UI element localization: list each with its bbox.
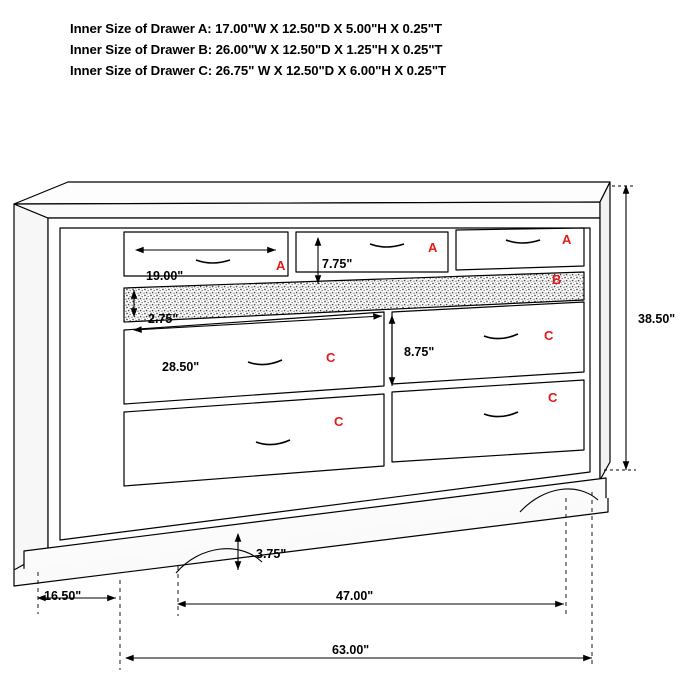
spec-line-drawer-b: Inner Size of Drawer B: 26.00"W X 12.50"D X 1.25"H X 0.25"T	[70, 42, 443, 57]
tag-c-3: C	[548, 390, 558, 405]
spec-line-drawer-a: Inner Size of Drawer A: 17.00"W X 12.50"D X 5.00"H X 0.25"T	[70, 21, 442, 36]
tag-c-1: C	[544, 328, 554, 343]
spec-line-drawer-c: Inner Size of Drawer C: 26.75" W X 12.50"D X 6.00"H X 0.25"T	[70, 63, 446, 78]
tag-c-4: C	[334, 414, 344, 429]
drawer-a-center	[296, 232, 448, 272]
tag-a-1: A	[276, 258, 286, 273]
dim-lower-drawer-height: 8.75"	[404, 345, 435, 359]
dim-depth: 16.50"	[44, 589, 82, 603]
cabinet-top	[14, 182, 610, 204]
cabinet-top-front-rail	[14, 202, 600, 218]
dim-lower-drawer-width: 28.50"	[162, 360, 200, 374]
tag-b-1: B	[552, 272, 562, 287]
dim-total-height: 38.50"	[638, 312, 676, 326]
dim-total-width: 63.00"	[332, 643, 370, 657]
tag-c-2: C	[326, 350, 336, 365]
dim-base-width: 47.00"	[336, 589, 374, 603]
dim-drawer-height-a: 7.75"	[322, 257, 353, 271]
dim-base-height: 3.75"	[256, 547, 287, 561]
dim-drawer-width: 19.00"	[146, 269, 184, 283]
cabinet-right-post	[600, 182, 610, 480]
tag-a-3: A	[562, 232, 572, 247]
cabinet-left-side	[14, 204, 48, 570]
drawer-c-middle-right	[392, 302, 584, 384]
tag-a-2: A	[428, 240, 438, 255]
dim-accent-band-height: 2.75"	[148, 312, 179, 326]
